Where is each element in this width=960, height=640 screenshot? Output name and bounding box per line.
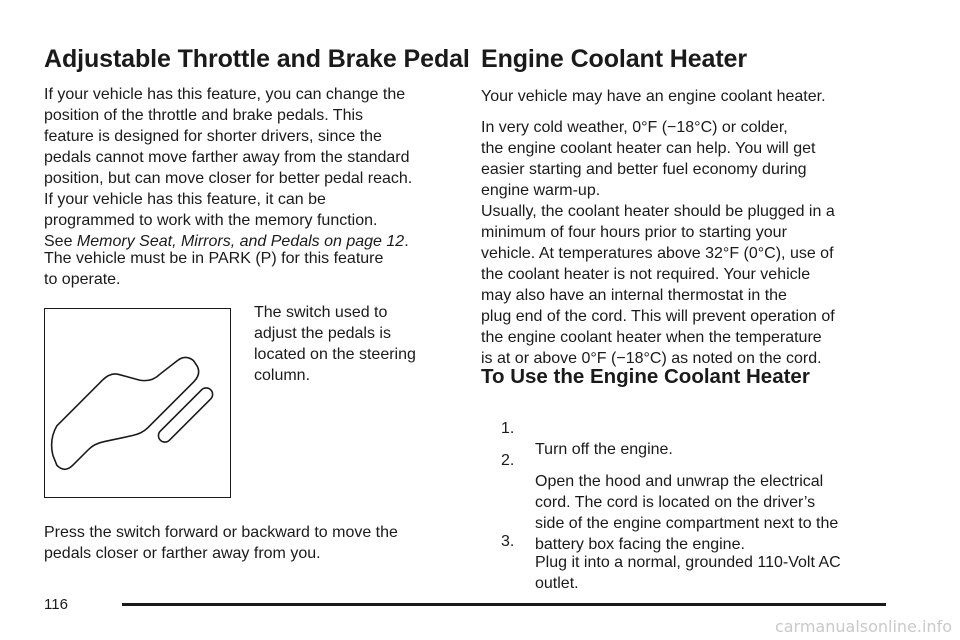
switch-instructions-paragraph: Press the switch forward or backward to move the pedals closer or farther away from you. [44, 524, 398, 562]
pedal-switch-drawing [45, 309, 230, 497]
coolant-intro-paragraph: Your vehicle may have an engine coolant heater. [481, 88, 826, 105]
pedals-intro-paragraph: If your vehicle has this feature, you can change the position of the throttle and brake pedals. This feature is designed for shorter drivers, since the pedals cannot move farther away from the standard position, but can move closer for better pedal reach. If your vehicle has this feature, it can be programmed to work with the memory function. See Memory Seat, Mirrors, and Pedals on page 12. [44, 86, 413, 250]
park-requirement-paragraph: The vehicle must be in PARK (P) for this feature to operate. [44, 250, 384, 288]
pedal-switch-illustration [44, 308, 231, 498]
step-number: 3. [501, 533, 515, 550]
list-item [501, 429, 891, 553]
step-number: 1. [501, 420, 515, 437]
step-text: Turn off the engine. [535, 441, 673, 458]
plug-in-duration-paragraph: Usually, the coolant heater should be plugged in a minimum of four hours prior to starting your vehicle. At temperatures above 32°F (0°C), use of the coolant heater is not required. Your vehicle may also have an internal thermostat in the plug end of the cord. This will prevent operation of the engine coolant heater when the temperature is at or above 0°F (−18°C) as noted on the cord. [481, 203, 835, 367]
step-text: Open the hood and unwrap the electrical cord. The cord is located on the driver’s side of the engine compartment next to the battery box facing the engine. [535, 473, 839, 553]
cold-weather-paragraph: In very cold weather, 0°F (−18°C) or colder, the engine coolant heater can help. You will get easier starting and better fuel economy during engine warm-up. [481, 119, 816, 199]
figure-caption: The switch used to adjust the pedals is located on the steering column. [254, 304, 416, 384]
watermark: carmanualsonline.info [774, 617, 952, 636]
subheading-use-coolant-heater: To Use the Engine Coolant Heater [481, 365, 810, 388]
step-number: 2. [501, 452, 515, 469]
list-item [501, 510, 891, 592]
footer-divider [122, 603, 886, 606]
section-heading-coolant-heater: Engine Coolant Heater [481, 45, 747, 73]
page-number: 116 [44, 596, 68, 613]
memory-seat-reference-link[interactable]: Memory Seat, Mirrors, and Pedals on page 12 [76, 233, 405, 250]
section-heading-pedals: Adjustable Throttle and Brake Pedal [44, 45, 470, 73]
step-text: Plug it into a normal, grounded 110-Volt AC outlet. [535, 554, 841, 592]
